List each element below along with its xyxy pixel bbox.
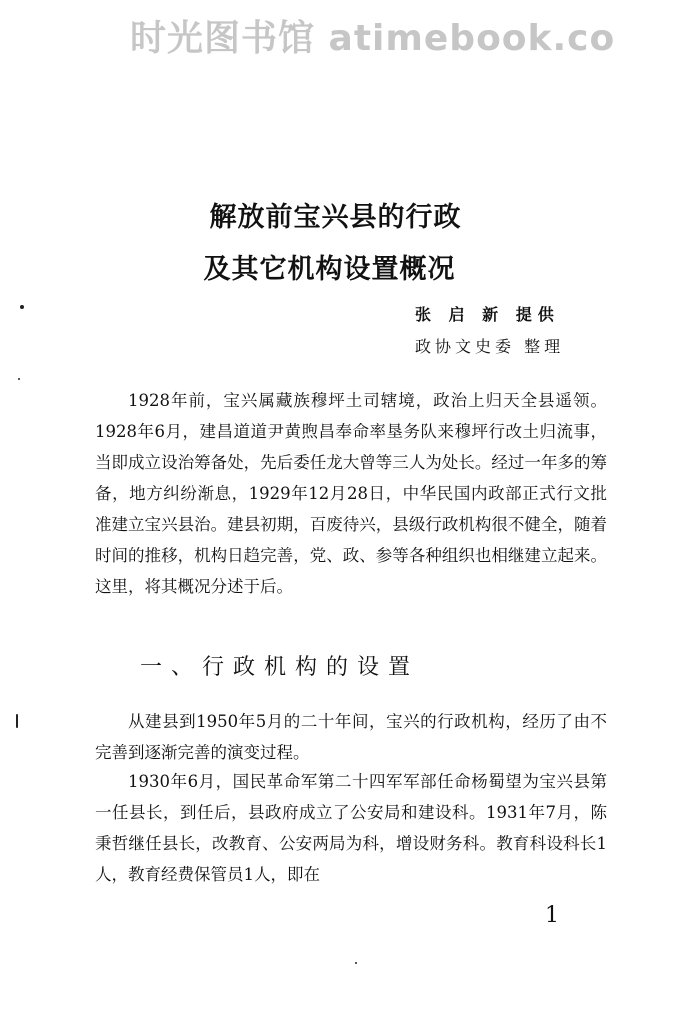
credit-provider: 张 启 新 提供 — [415, 305, 560, 324]
scan-speck — [355, 962, 357, 964]
scan-speck — [16, 714, 18, 728]
section-paragraph-2: 1930年6月，国民革命军第二十四军军部任命杨蜀望为宝兴县第一任县长，到任后，县政府成立了公安局和建设科。1931年7月，陈秉哲继任县长，改教育、公安两局为科，增设财务科。教育科设科长1人，教育经费保管员1人，即在 — [95, 772, 607, 884]
page-number: 1 — [545, 903, 559, 928]
credit-editor: 政协文史委 整理 — [415, 337, 565, 356]
scan-speck — [20, 305, 24, 309]
title-line-1: 解放前宝兴县的行政 — [209, 202, 462, 233]
section-heading: 一、行政机构的设置 — [140, 655, 420, 680]
section-paragraph-1: 从建县到1950年5月的二十年间，宝兴的行政机构，经历了由不完善到逐渐完善的演变过程。 — [95, 712, 607, 762]
title-line-2: 及其它机构设置概况 — [203, 254, 456, 285]
scan-speck — [18, 378, 20, 380]
watermark: 时光图书馆 atimebook.co — [130, 18, 616, 59]
intro-paragraph: 1928年前，宝兴属藏族穆坪土司辖境，政治上归天全县遥领。1928年6月，建昌道道尹黄煦昌奉命率垦务队来穆坪行改土归流事，当即成立设治筹备处，先后委任龙大曾等三人为处长。经过一年多的筹备，地方纠纷渐息，1929年12月28日，中华民国内政部正式行文批准建立宝兴县治。建县初期，百废待兴，县级行政机构很不健全，随着时间的推移，机构日趋完善，党、政、参等各种组织也相继建立起来。这里，将其概况分述于后。 — [95, 391, 607, 596]
